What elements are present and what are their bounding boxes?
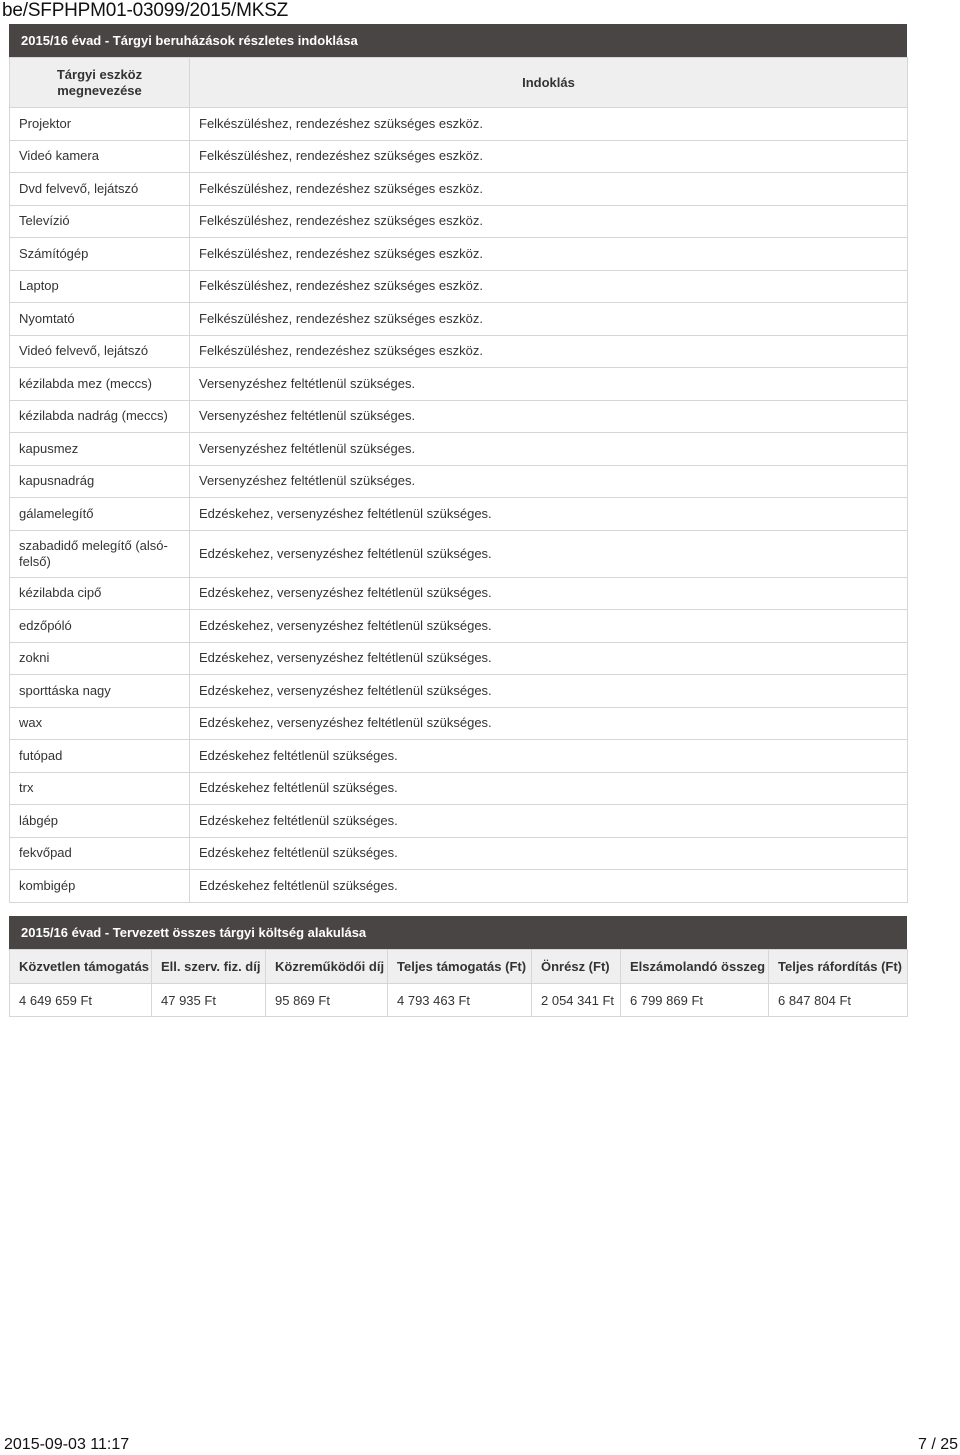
asset-name-cell: sporttáska nagy	[10, 675, 190, 708]
asset-name-cell: trx	[10, 772, 190, 805]
costs-table	[9, 949, 908, 1017]
cost-value-cell: 4 649 659 Ft	[10, 984, 152, 1017]
justification-cell: Versenyzéshez feltétlenül szükséges.	[190, 465, 908, 498]
justification-cell: Versenyzéshez feltétlenül szükséges.	[190, 400, 908, 433]
justification-cell: Edzéskehez, versenyzéshez feltétlenül szükséges.	[190, 707, 908, 740]
justification-cell: Felkészüléshez, rendezéshez szükséges eszköz.	[190, 335, 908, 368]
justification-cell: Edzéskehez, versenyzéshez feltétlenül szükséges.	[190, 642, 908, 675]
asset-name-cell: Dvd felvevő, lejátszó	[10, 173, 190, 206]
asset-name-cell: Laptop	[10, 270, 190, 303]
table-row	[10, 335, 908, 368]
justification-cell: Edzéskehez, versenyzéshez feltétlenül szükséges.	[190, 675, 908, 708]
cost-value-cell: 4 793 463 Ft	[388, 984, 532, 1017]
table-row	[10, 173, 908, 206]
justification-cell: Versenyzéshez feltétlenül szükséges.	[190, 368, 908, 401]
asset-name-cell: zokni	[10, 642, 190, 675]
table-row	[10, 707, 908, 740]
justification-cell: Edzéskehez, versenyzéshez feltétlenül szükséges.	[190, 530, 908, 577]
cost-column-header: Teljes ráfordítás (Ft)	[769, 950, 908, 984]
table-row	[10, 238, 908, 271]
table-row	[10, 303, 908, 336]
table-row	[10, 984, 908, 1017]
table-row	[10, 610, 908, 643]
table-row	[10, 498, 908, 531]
justification-cell: Edzéskehez feltétlenül szükséges.	[190, 837, 908, 870]
cost-column-header: Közreműködői díj	[266, 950, 388, 984]
table-row	[10, 368, 908, 401]
cost-value-cell: 6 847 804 Ft	[769, 984, 908, 1017]
asset-name-cell: Projektor	[10, 108, 190, 141]
asset-name-cell: wax	[10, 707, 190, 740]
asset-name-cell: Videó kamera	[10, 140, 190, 173]
justification-cell: Edzéskehez feltétlenül szükséges.	[190, 740, 908, 773]
asset-name-cell: Nyomtató	[10, 303, 190, 336]
justification-cell: Felkészüléshez, rendezéshez szükséges eszköz.	[190, 238, 908, 271]
footer-page-number: 7 / 25	[917, 1436, 958, 1453]
justification-cell: Felkészüléshez, rendezéshez szükséges eszköz.	[190, 173, 908, 206]
table-row	[10, 530, 908, 577]
document-id: be/SFPHPM01-03099/2015/MKSZ	[2, 0, 289, 21]
table-header-row	[10, 58, 908, 108]
section-title-investments: 2015/16 évad - Tárgyi beruházások részletes indoklása	[9, 24, 907, 57]
column-header-justification: Indoklás	[190, 58, 908, 108]
asset-name-cell: kézilabda mez (meccs)	[10, 368, 190, 401]
justification-cell: Felkészüléshez, rendezéshez szükséges eszköz.	[190, 205, 908, 238]
cost-column-header: Közvetlen támogatás	[10, 950, 152, 984]
table-row	[10, 433, 908, 466]
investments-table	[9, 57, 908, 903]
justification-cell: Edzéskehez, versenyzéshez feltétlenül szükséges.	[190, 498, 908, 531]
asset-name-cell: lábgép	[10, 805, 190, 838]
justification-cell: Felkészüléshez, rendezéshez szükséges eszköz.	[190, 303, 908, 336]
justification-cell: Edzéskehez feltétlenül szükséges.	[190, 870, 908, 903]
table-row	[10, 205, 908, 238]
cost-value-cell: 6 799 869 Ft	[621, 984, 769, 1017]
table-row	[10, 642, 908, 675]
asset-name-cell: fekvőpad	[10, 837, 190, 870]
column-header-asset-name: Tárgyi eszköz megnevezése	[10, 58, 190, 108]
table-row	[10, 837, 908, 870]
cost-column-header: Önrész (Ft)	[532, 950, 621, 984]
justification-cell: Versenyzéshez feltétlenül szükséges.	[190, 433, 908, 466]
asset-name-cell: kombigép	[10, 870, 190, 903]
asset-name-cell: Televízió	[10, 205, 190, 238]
table-row	[10, 270, 908, 303]
table-row	[10, 805, 908, 838]
cost-column-header: Teljes támogatás (Ft)	[388, 950, 532, 984]
table-row	[10, 740, 908, 773]
justification-cell: Felkészüléshez, rendezéshez szükséges eszköz.	[190, 140, 908, 173]
table-row	[10, 400, 908, 433]
cost-value-cell: 47 935 Ft	[152, 984, 266, 1017]
table-row	[10, 870, 908, 903]
table-row	[10, 140, 908, 173]
asset-name-cell: kapusmez	[10, 433, 190, 466]
justification-cell: Felkészüléshez, rendezéshez szükséges eszköz.	[190, 270, 908, 303]
asset-name-cell: kapusnadrág	[10, 465, 190, 498]
justification-cell: Edzéskehez feltétlenül szükséges.	[190, 772, 908, 805]
justification-cell: Edzéskehez, versenyzéshez feltétlenül szükséges.	[190, 577, 908, 610]
table-row	[10, 772, 908, 805]
asset-name-cell: edzőpóló	[10, 610, 190, 643]
asset-name-cell: Videó felvevő, lejátszó	[10, 335, 190, 368]
cost-value-cell: 95 869 Ft	[266, 984, 388, 1017]
asset-name-cell: kézilabda cipő	[10, 577, 190, 610]
asset-name-cell: futópad	[10, 740, 190, 773]
cost-column-header: Elszámolandó összeg	[621, 950, 769, 984]
footer-timestamp: 2015-09-03 11:17	[4, 1436, 130, 1453]
justification-cell: Edzéskehez feltétlenül szükséges.	[190, 805, 908, 838]
section-title-costs: 2015/16 évad - Tervezett összes tárgyi költség alakulása	[9, 916, 907, 949]
cost-column-header: Ell. szerv. fiz. díj	[152, 950, 266, 984]
justification-cell: Edzéskehez, versenyzéshez feltétlenül szükséges.	[190, 610, 908, 643]
asset-name-cell: Számítógép	[10, 238, 190, 271]
table-row	[10, 675, 908, 708]
justification-cell: Felkészüléshez, rendezéshez szükséges eszköz.	[190, 108, 908, 141]
table-row	[10, 465, 908, 498]
asset-name-cell: gálamelegítő	[10, 498, 190, 531]
asset-name-cell: kézilabda nadrág (meccs)	[10, 400, 190, 433]
table-row	[10, 577, 908, 610]
asset-name-cell: szabadidő melegítő (alsó-felső)	[10, 530, 190, 577]
table-header-row	[10, 950, 908, 984]
cost-value-cell: 2 054 341 Ft	[532, 984, 621, 1017]
table-row	[10, 108, 908, 141]
